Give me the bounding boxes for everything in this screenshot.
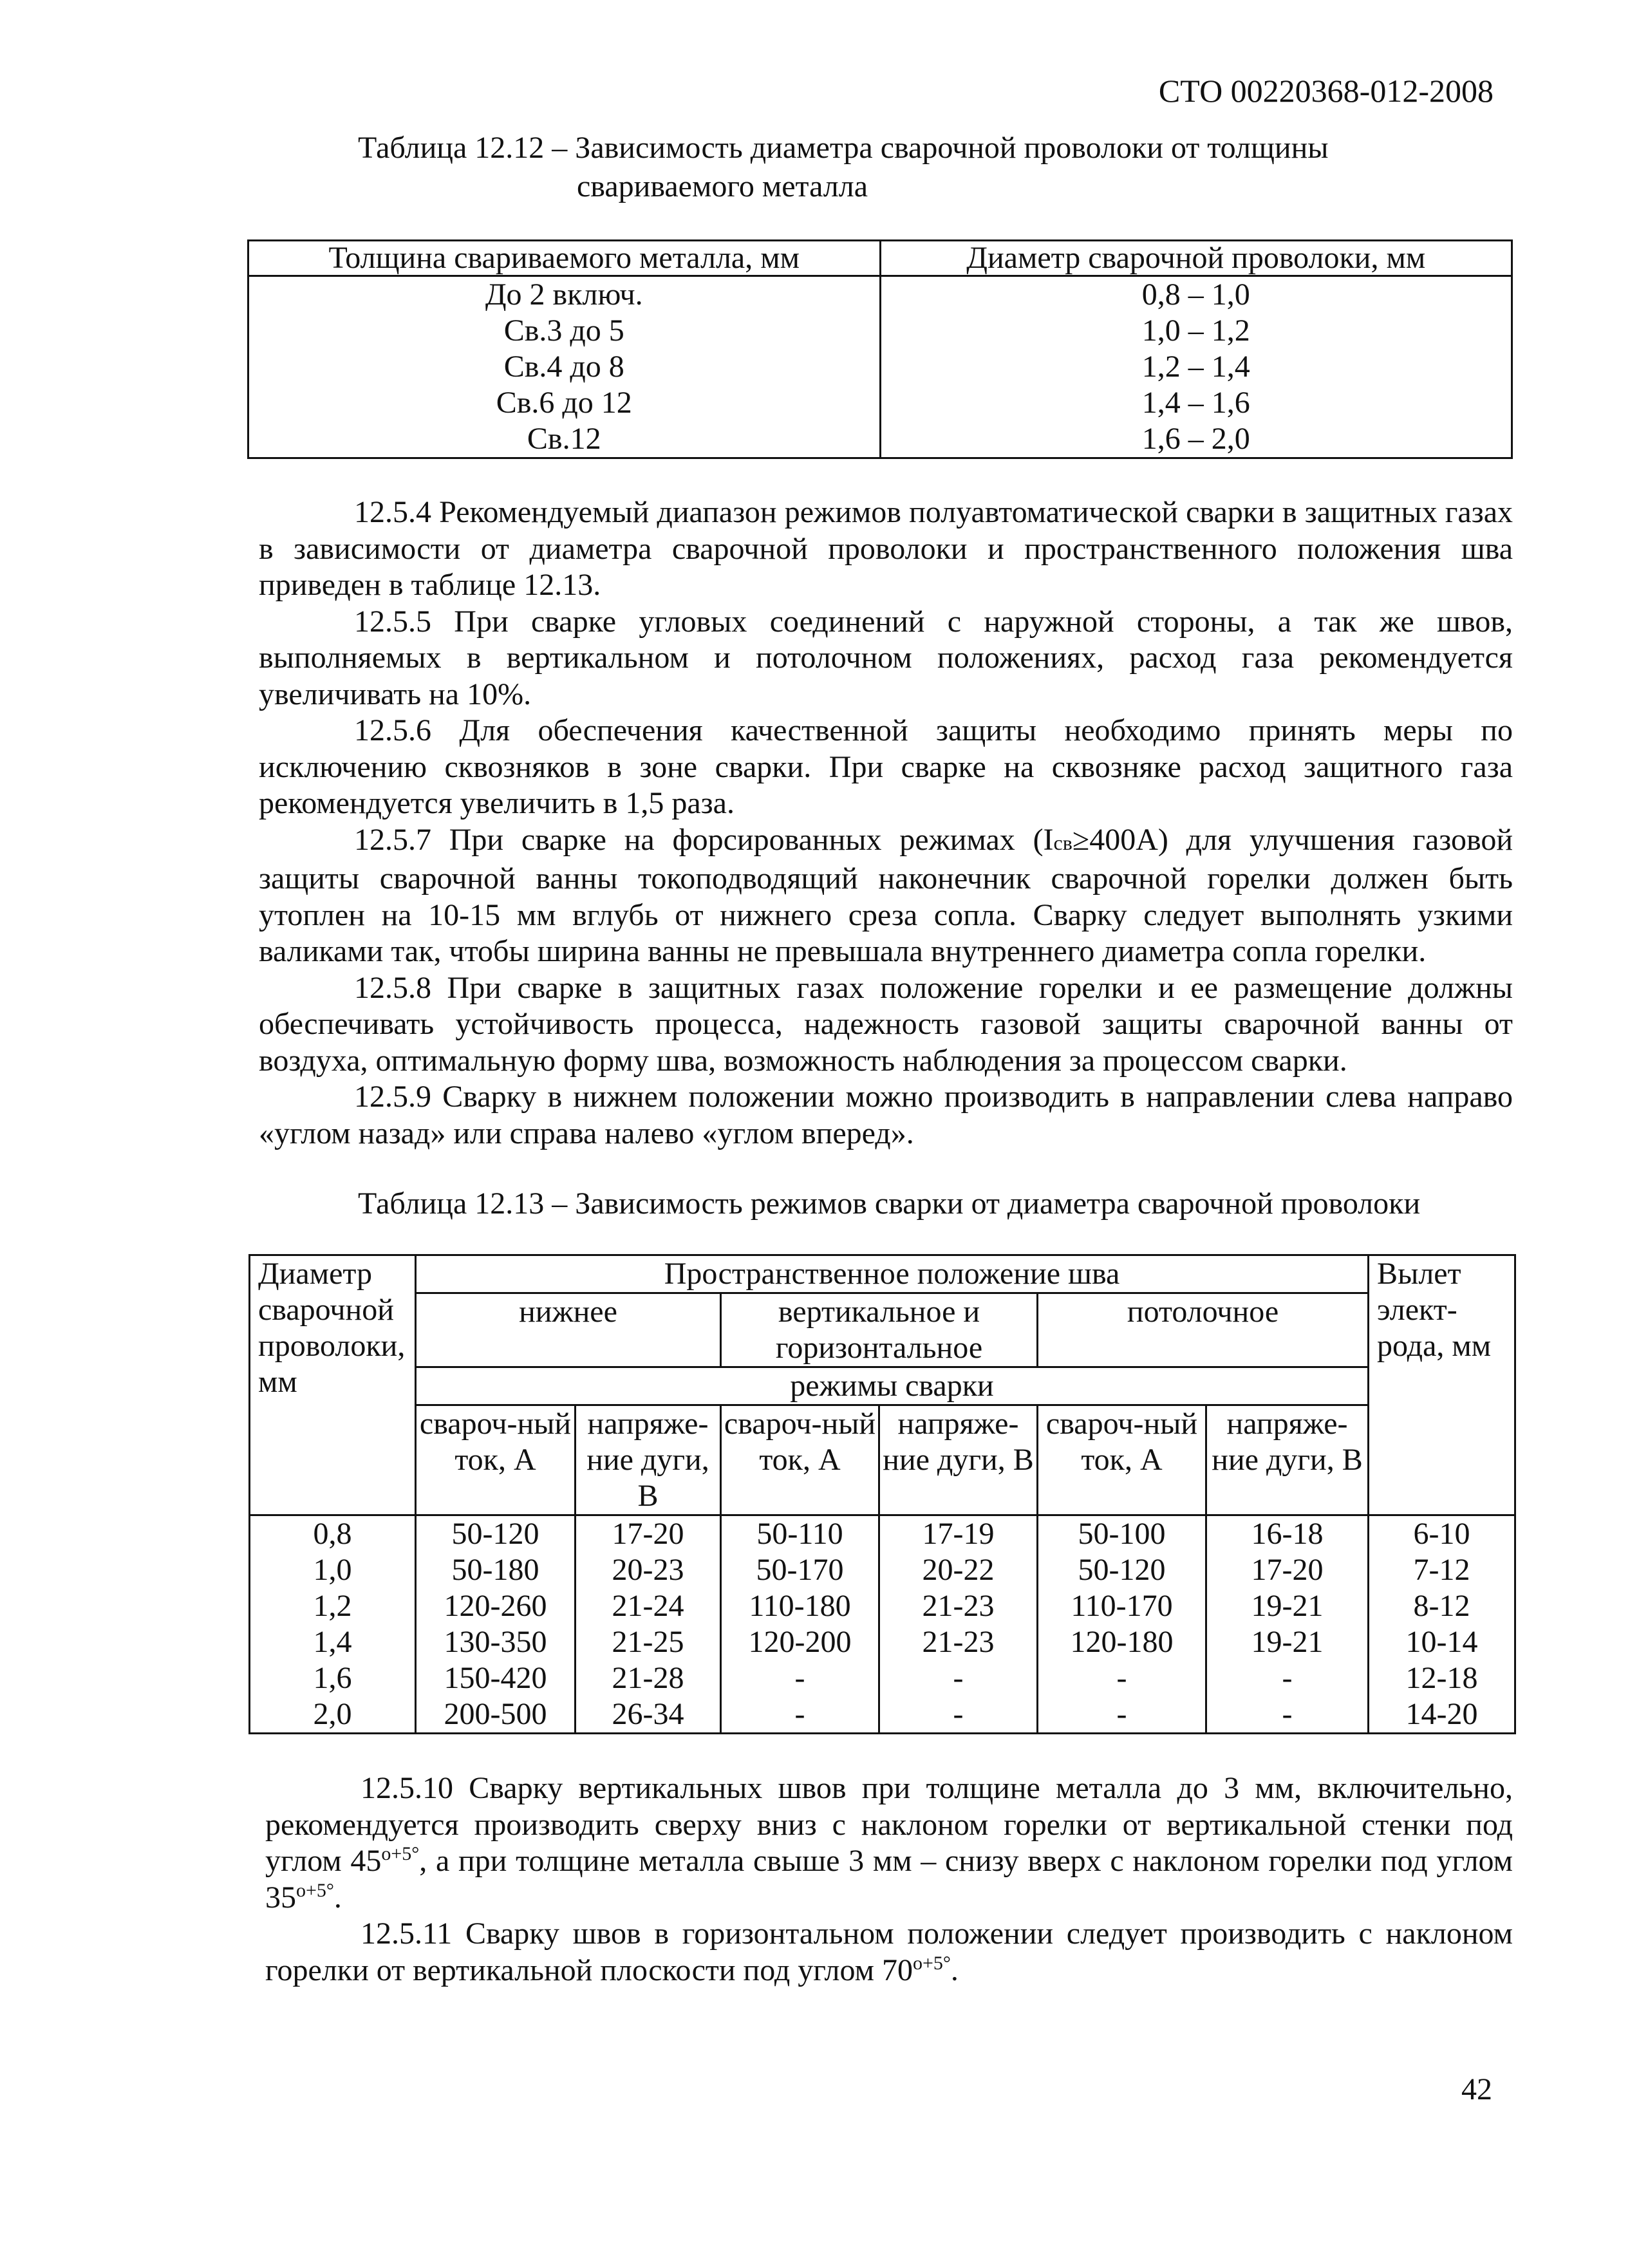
table-cell: 200-500 [416,1696,576,1734]
paragraph-text: , а при толщине металла свыше 3 мм – снизу вверх с наклоном горелки под углом 35 [265,1844,1513,1915]
body-text-section-1 [259,494,1513,1152]
position-vertical: вертикальное и горизонтальное [721,1293,1038,1367]
table-cell: 21-25 [576,1624,721,1660]
table-cell: Св.3 до 5 [248,313,881,349]
superscript: о+5° [381,1843,420,1864]
table-cell: 8-12 [1369,1588,1515,1624]
table-cell: 1,4 – 1,6 [880,385,1512,421]
paragraph-12-5-9: 12.5.9 Сварку в нижнем положении можно производить в направлении слева направо «углом назад» или справа налево «углом вперед». [259,1080,1513,1150]
table-cell: 1,4 [250,1624,416,1660]
superscript: о+5° [296,1879,334,1901]
current-header: свароч-ный ток, А [721,1405,879,1515]
paragraph-text: ≥400А) для улучшения газовой защиты сварочной ванны токоподводящий наконечник сварочной горелки должен быть утоплен на 10-15 мм вглубь от нижнего среза сопла. Сварку следует выполнять узкими валиками так, чтобы ширина ванны не превышала внутреннего диаметра сопла горелки. [259,822,1513,968]
table-cell: 14-20 [1369,1696,1515,1734]
table-row [248,385,1512,421]
table-cell: 120-180 [1038,1624,1206,1660]
table-cell: - [1206,1696,1369,1734]
modes-header: режимы сварки [416,1367,1369,1405]
table-cell: Св.12 [248,421,881,458]
table-cell: 19-21 [1206,1624,1369,1660]
col-stickout-header: Вылет элект-рода, мм [1369,1255,1515,1515]
table-header-row [250,1293,1515,1367]
table-cell: - [879,1660,1038,1696]
paragraph-12-5-6: 12.5.6 Для обеспечения качественной защиты необходимо принять меры по исключению сквозняков в зоне сварки. При сварке на сквозняке расход защитного газа рекомендуется увеличить в 1,5 раза. [259,713,1513,820]
table-cell: Св.6 до 12 [248,385,881,421]
col-thickness-header: Толщина свариваемого металла, мм [248,241,881,276]
table-cell: 26-34 [576,1696,721,1734]
subscript: св [1053,830,1072,854]
table-cell: 50-120 [1038,1552,1206,1588]
wire-diameter-table [247,239,1513,459]
table-cell: 21-24 [576,1588,721,1624]
table-row [248,313,1512,349]
table-row [250,1515,1515,1553]
table-cell: 1,2 – 1,4 [880,349,1512,385]
table-cell: 1,2 [250,1588,416,1624]
table-cell: 0,8 [250,1515,416,1553]
table-row [250,1588,1515,1624]
table-cell: - [721,1660,879,1696]
table-header-row [250,1255,1515,1293]
paragraph-12-5-4: 12.5.4 Рекомендуемый диапазон режимов полуавтоматической сварки в защитных газах в зависимости от диаметра сварочной проволоки и пространственного положения шва приведен в таблице 12.13. [259,495,1513,602]
paragraph-12-5-10 [265,1770,1513,1916]
table-cell: 130-350 [416,1624,576,1660]
table-cell: - [1206,1660,1369,1696]
table-cell: 21-28 [576,1660,721,1696]
table-cell: 1,6 [250,1660,416,1696]
table-cell: 1,6 – 2,0 [880,421,1512,458]
table1-caption-line1: Таблица 12.12 – Зависимость диаметра сварочной проволоки от толщины [358,131,1329,165]
paragraph-text: 12.5.10 Сварку вертикальных швов при толщине металла до 3 мм, включительно, рекомендуется производить сверху вниз с наклоном горелки от вертикальной стенки под углом 45 [265,1771,1513,1878]
table-cell: 12-18 [1369,1660,1515,1696]
table-row [250,1552,1515,1588]
table-row [248,349,1512,385]
table-cell: 110-170 [1038,1588,1206,1624]
paragraph-text: . [950,1953,959,1987]
paragraph-12-5-11 [265,1916,1513,1989]
document-code: СТО 00220368-012-2008 [1158,73,1494,109]
paragraph-12-5-8: 12.5.8 При сварке в защитных газах положение горелки и ее размещение должны обеспечивать устойчивость процесса, надежность газовой защиты сварочной ванны от воздуха, оптимальную форму шва, возможность наблюдения за процессом сварки. [259,970,1513,1078]
table-cell: 50-100 [1038,1515,1206,1553]
table-cell: 50-180 [416,1552,576,1588]
superscript: о+5° [912,1952,951,1974]
table-cell: 7-12 [1369,1552,1515,1588]
col-diameter-header: Диаметр сварочной проволоки, мм [250,1255,416,1515]
table-cell: 2,0 [250,1696,416,1734]
table-header-row [248,241,1512,276]
current-header: свароч-ный ток, А [1038,1405,1206,1515]
table-cell: 50-120 [416,1515,576,1553]
position-bottom: нижнее [416,1293,721,1367]
table-cell: - [879,1696,1038,1734]
table-cell: - [721,1696,879,1734]
table-cell: 0,8 – 1,0 [880,276,1512,314]
col-position-header: Пространственное положение шва [416,1255,1369,1293]
table-cell: 17-19 [879,1515,1038,1553]
paragraph-text: . [333,1880,342,1915]
table-cell: Св.4 до 8 [248,349,881,385]
table-cell: До 2 включ. [248,276,881,314]
table-row [248,276,1512,314]
table2-caption: Таблица 12.13 – Зависимость режимов сварки от диаметра сварочной проволоки [358,1186,1421,1221]
table-cell: 110-180 [721,1588,879,1624]
table-cell: 21-23 [879,1588,1038,1624]
table-cell: 150-420 [416,1660,576,1696]
body-text-section-2 [265,1770,1513,1989]
table-cell: 17-20 [576,1515,721,1553]
table-cell: - [1038,1660,1206,1696]
table-row [250,1624,1515,1660]
table-cell: 17-20 [1206,1552,1369,1588]
welding-modes-table [248,1254,1516,1734]
table-cell: 1,0 [250,1552,416,1588]
table-cell: 1,0 – 1,2 [880,313,1512,349]
position-overhead: потолочное [1038,1293,1369,1367]
table-cell: 20-22 [879,1552,1038,1588]
table-cell: 21-23 [879,1624,1038,1660]
table-cell: 120-260 [416,1588,576,1624]
table-cell: 6-10 [1369,1515,1515,1553]
table1-caption [358,129,1581,206]
table1-caption-line2: свариваемого металла [577,169,868,203]
paragraph-text: 12.5.7 При сварке на форсированных режимах (I [354,822,1054,857]
table-cell: - [1038,1696,1206,1734]
paragraph-text: 12.5.11 Сварку швов в горизонтальном положении следует производить с наклоном горелки от вертикальной плоскости под углом 70 [265,1917,1513,1987]
voltage-header: напряже-ние дуги, В [1206,1405,1369,1515]
table-header-row [250,1367,1515,1405]
table-row [250,1696,1515,1734]
table-cell: 120-200 [721,1624,879,1660]
paragraph-12-5-5: 12.5.5 При сварке угловых соединений с наружной стороны, а так же швов, выполняемых в вертикальном и потолочном положениях, расход газа рекомендуется увеличивать на 10%. [259,604,1513,711]
table-cell: 19-21 [1206,1588,1369,1624]
table-row [248,421,1512,458]
table-cell: 50-110 [721,1515,879,1553]
col-diameter-header: Диаметр сварочной проволоки, мм [880,241,1512,276]
table-cell: 10-14 [1369,1624,1515,1660]
voltage-header: напряже-ние дуги, В [576,1405,721,1515]
current-header: свароч-ный ток, А [416,1405,576,1515]
table-cell: 20-23 [576,1552,721,1588]
page-number: 42 [1461,2072,1492,2106]
paragraph-12-5-7 [259,822,1513,970]
table-row [250,1660,1515,1696]
table-header-row [250,1405,1515,1515]
table-cell: 16-18 [1206,1515,1369,1553]
voltage-header: напряже-ние дуги, В [879,1405,1038,1515]
table-cell: 50-170 [721,1552,879,1588]
